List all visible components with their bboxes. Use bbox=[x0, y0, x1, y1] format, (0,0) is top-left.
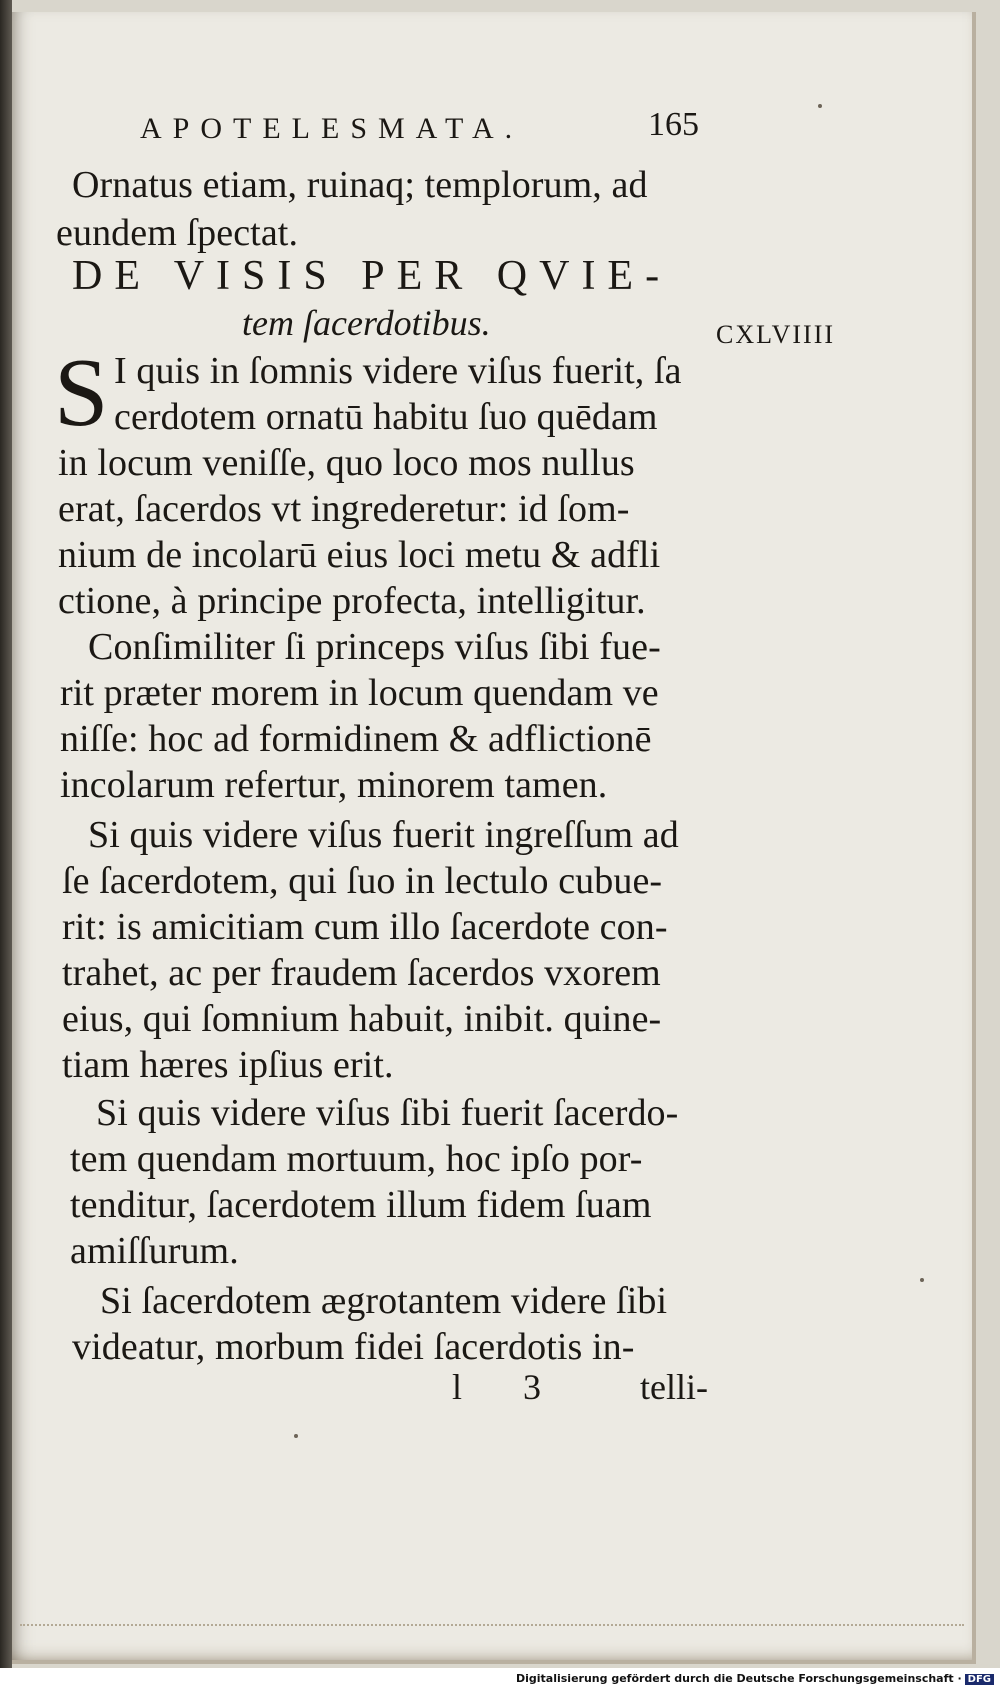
text-line: erat, ſacerdos vt ingrederetur: id ſom- bbox=[58, 488, 630, 530]
text-line: Ornatus etiam, ruinaq; templorum, ad bbox=[72, 164, 648, 206]
text-line: tem quendam mortuum, hoc ipſo por- bbox=[70, 1138, 643, 1180]
signature-mark: l 3 bbox=[452, 1367, 568, 1407]
text-line: in locum veniſſe, quo loco mos nullus bbox=[58, 442, 635, 484]
text-line: nium de incolarū eius loci metu & adfli bbox=[58, 534, 661, 576]
text-line: incolarum refertur, minorem tamen. bbox=[60, 764, 608, 806]
text-line: Si ſacerdotem ægrotantem videre ſibi bbox=[100, 1280, 668, 1322]
footer-text: Digitalisierung gefördert durch die Deutsche Forschungsgemeinschaft · bbox=[515, 1672, 962, 1685]
running-head: APOTELESMATA. bbox=[140, 112, 524, 145]
text-line: ſe ſacerdotem, qui ſuo in lectulo cubue- bbox=[62, 860, 663, 902]
text-line: Conſimiliter ſi princeps viſus ſibi fue- bbox=[88, 626, 661, 668]
text-line: Si quis videre viſus ſibi fuerit ſacerdo- bbox=[96, 1092, 679, 1134]
margin-note: CXLVIIII bbox=[716, 320, 836, 349]
paper-speck bbox=[920, 1278, 924, 1282]
text-line: rit præter morem in locum quendam ve bbox=[60, 672, 659, 714]
text-line: ctione, à principe profecta, intelligitur. bbox=[58, 580, 646, 622]
dfg-logo: DFG bbox=[965, 1674, 994, 1685]
drop-cap: S bbox=[54, 339, 109, 447]
footer-credit bbox=[516, 1672, 994, 1685]
text-line: eundem ſpectat. bbox=[56, 212, 299, 254]
text-line: trahet, ac per fraudem ſacerdos vxorem bbox=[62, 952, 661, 994]
page-edge bbox=[20, 1624, 964, 1628]
page-number: 165 bbox=[648, 106, 699, 143]
section-subheading: tem ſacerdotibus. bbox=[242, 303, 491, 343]
paper-speck bbox=[294, 1434, 298, 1438]
binding-shadow bbox=[0, 0, 12, 1668]
text-line: cerdotem ornatū habitu ſuo quēdam bbox=[114, 396, 658, 438]
catchword: telli- bbox=[640, 1367, 708, 1407]
text-line: niſſe: hoc ad formidinem & adflictionē bbox=[60, 718, 652, 760]
text-line: I quis in ſomnis videre viſus fuerit, ſa bbox=[114, 350, 682, 392]
section-heading: DE VISIS PER QVIE- bbox=[72, 253, 672, 299]
text-line: eius, qui ſomnium habuit, inibit. quine- bbox=[62, 998, 662, 1040]
paper-speck bbox=[818, 104, 822, 108]
text-line: tenditur, ſacerdotem illum fidem ſuam bbox=[70, 1184, 652, 1226]
text-line: Si quis videre viſus fuerit ingreſſum ad bbox=[88, 814, 679, 856]
text-line: tiam hæres ipſius erit. bbox=[62, 1044, 394, 1086]
text-line: videatur, morbum fidei ſacerdotis in- bbox=[72, 1326, 635, 1368]
text-line: amiſſurum. bbox=[70, 1230, 239, 1272]
text-line: rit: is amicitiam cum illo ſacerdote con- bbox=[62, 906, 668, 948]
